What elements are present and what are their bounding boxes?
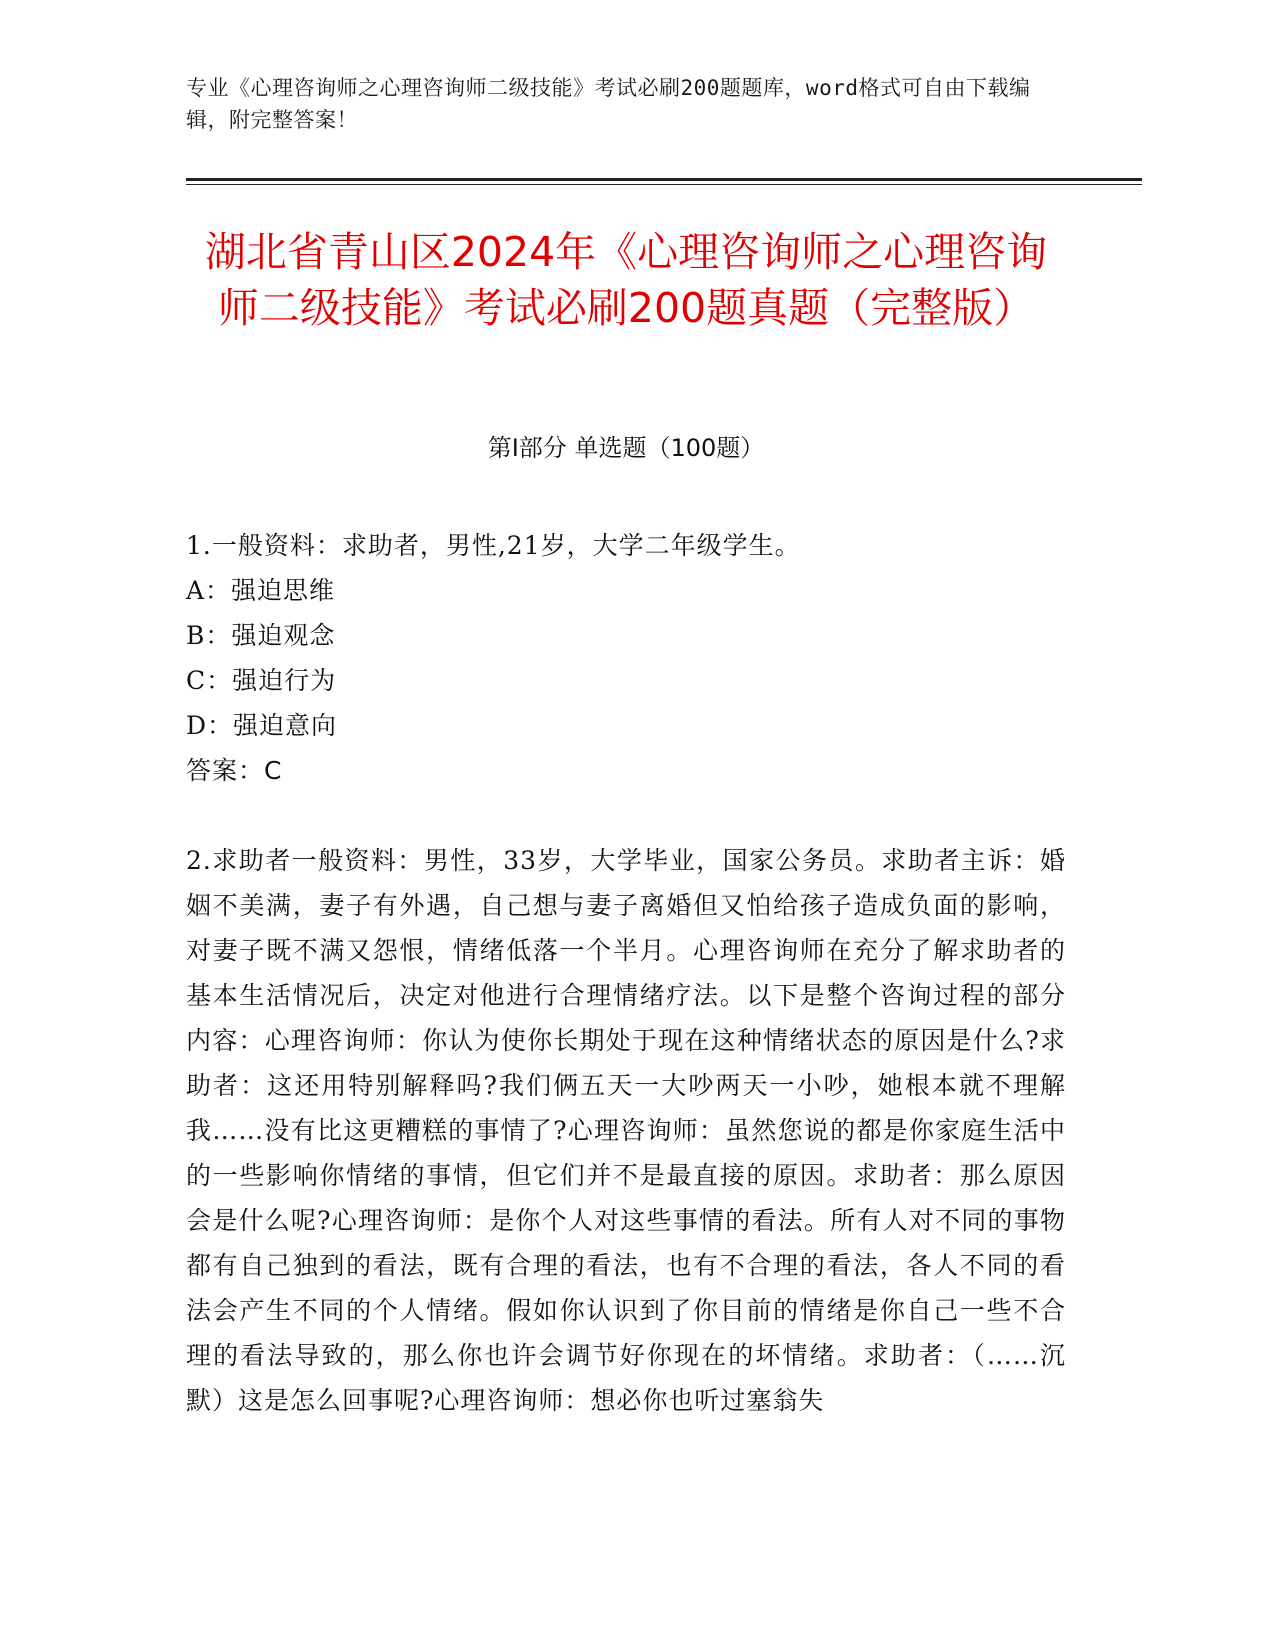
header-note: 专业《心理咨询师之心理咨询师二级技能》考试必刷200题题库，word格式可自由下载编辑，附完整答案！ <box>186 76 1031 132</box>
question-stem: 1.一般资料：求助者，男性,21岁，大学二年级学生。 <box>186 531 801 560</box>
document-title: 湖北省青山区2024年《心理咨询师之心理咨询师二级技能》考试必刷200题真题（完整版） <box>204 228 1048 332</box>
option-d: D：强迫意向 <box>186 711 338 740</box>
question-stem: 2.求助者一般资料：男性，33岁，大学毕业，国家公务员。求助者主诉：婚姻不美满，妻子有外遇，自己想与妻子离婚但又怕给孩子造成负面的影响，对妻子既不满又怨恨，情绪低落一个半月。心理咨询师在充分了解求助者的基本生活情况后，决定对他进行合理情绪疗法。以下是整个咨询过程的部分内容：心理咨询师：你认为使你长期处于现在这种情绪状态的原因是什么?求助者：这还用特别解释吗?我们俩五天一大吵两天一小吵，她根本就不理解我……没有比这更糟糕的事情了?心理咨询师：虽然您说的都是你家庭生活中的一些影响你情绪的事情，但它们并不是最直接的原因。求助者：那么原因会是什么呢?心理咨询师：是你个人对这些事情的看法。所有人对不同的事物都有自己独到的看法，既有合理的看法，也有不合理的看法，各人不同的看法会产生不同的个人情绪。假如你认识到了你目前的情绪是你自己一些不合理的看法导致的，那么你也许会调节好你现在的坏情绪。求助者：（……沉默）这是怎么回事呢?心理咨询师：想必你也听过塞翁失 <box>186 846 1066 1415</box>
question-2 <box>186 838 1066 1423</box>
question-1 <box>186 524 1066 794</box>
section-title: 第Ⅰ部分 单选题（100题） <box>487 434 765 462</box>
header-divider-thin <box>186 184 1142 185</box>
option-b: B：强迫观念 <box>186 621 336 650</box>
option-c: C：强迫行为 <box>186 666 337 695</box>
answer: 答案：C <box>186 756 283 785</box>
header-divider-thick <box>186 178 1142 181</box>
option-a: A：强迫思维 <box>186 576 336 605</box>
